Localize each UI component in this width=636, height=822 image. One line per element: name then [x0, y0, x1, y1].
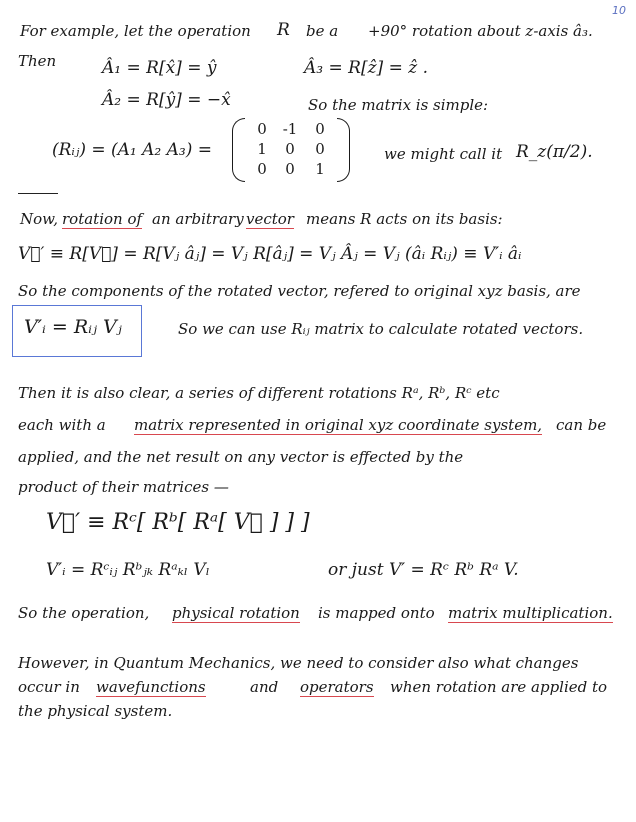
example-be: be a	[306, 22, 339, 40]
matrix-cell: 1	[257, 140, 267, 158]
eq-rij-lhs: (Rᵢⱼ) = (A₁ A₂ A₃) =	[52, 140, 213, 160]
matrix-cell: 0	[315, 140, 325, 158]
rotation-of-underlined: rotation of	[62, 210, 143, 228]
each-with-text: each with a	[18, 416, 106, 434]
rotation-matrix	[232, 118, 350, 180]
matrix-left-bracket	[232, 118, 245, 182]
is-mapped-text: is mapped onto	[318, 604, 435, 622]
example-rotation: +90° rotation about z-axis â₃.	[368, 22, 593, 40]
eq-a3: Â₃ = R[ẑ] = ẑ .	[304, 58, 428, 78]
or-just-eq: or just V′ = Rᶜ Rᵇ Rᵃ V.	[328, 560, 519, 580]
qm-line-1: However, in Quantum Mechanics, we need to consider also what changes	[18, 654, 579, 672]
when-text: when rotation are applied to	[390, 678, 608, 696]
matrix-repr-underlined: matrix represented in original xyz coordinate system,	[134, 416, 543, 434]
matrix-mult-underlined: matrix multiplication.	[448, 604, 613, 622]
boxed-equation: V′ᵢ = Rᵢⱼ Vⱼ	[24, 316, 122, 338]
eq-a2: Â₂ = R[ŷ] = −x̂	[102, 90, 231, 110]
section-divider	[18, 193, 58, 194]
vector-underlined: vector	[246, 210, 294, 228]
and-text: and	[250, 678, 279, 696]
example-intro: For example, let the operation	[20, 22, 251, 40]
now-label: Now,	[20, 210, 58, 228]
matrix-cell: -1	[282, 120, 298, 138]
matrix-cell: 1	[315, 160, 325, 178]
operators-underlined: operators	[300, 678, 374, 696]
an-arbitrary-text: an arbitrary	[152, 210, 244, 228]
eq-a1: Â₁ = R[x̂] = ŷ	[102, 58, 217, 78]
occur-in-text: occur in	[18, 678, 80, 696]
matrix-simple-text: So the matrix is simple:	[308, 96, 489, 114]
page-number: 10	[612, 4, 626, 17]
wavefunctions-underlined: wavefunctions	[96, 678, 206, 696]
operator-r: R	[277, 20, 290, 40]
matrix-cell: 0	[315, 120, 325, 138]
components-text: So the components of the rotated vector, refered to original xyz basis, are	[18, 282, 581, 300]
then-label: Then	[18, 52, 57, 70]
index-form-eq: V′ᵢ = Rᶜᵢⱼ Rᵇⱼₖ Rᵃₖₗ Vₗ	[46, 560, 210, 580]
means-text: means R acts on its basis:	[306, 210, 503, 228]
use-matrix-text: So we can use Rᵢⱼ matrix to calculate rotated vectors.	[178, 320, 584, 338]
matrix-cell: 0	[257, 160, 267, 178]
matrix-cell: 0	[285, 140, 295, 158]
composite-rotation-eq: V⃗′ ≡ Rᶜ[ Rᵇ[ Rᵃ[ V⃗ ] ] ]	[46, 510, 310, 535]
qm-line-3: the physical system.	[18, 702, 173, 720]
series-line-3: applied, and the net result on any vector is effected by the	[18, 448, 464, 466]
rz-notation: R_z(π/2).	[516, 142, 593, 162]
rotated-vector-equation: V⃗′ ≡ R[V⃗] = R[Vⱼ âⱼ] = Vⱼ R[âⱼ] = Vⱼ Âⱼ = Vⱼ (âᵢ Rᵢⱼ) ≡ V′ᵢ âᵢ	[18, 244, 522, 264]
so-operation-text: So the operation,	[18, 604, 150, 622]
can-be-text: can be	[556, 416, 607, 434]
matrix-right-bracket	[337, 118, 350, 182]
matrix-cell: 0	[285, 160, 295, 178]
call-it-text: we might call it	[384, 145, 503, 163]
matrix-cell: 0	[257, 120, 267, 138]
series-line-4: product of their matrices —	[18, 478, 229, 496]
series-line-1: Then it is also clear, a series of different rotations Rᵃ, Rᵇ, Rᶜ etc	[18, 384, 500, 402]
physical-rotation-underlined: physical rotation	[172, 604, 300, 622]
